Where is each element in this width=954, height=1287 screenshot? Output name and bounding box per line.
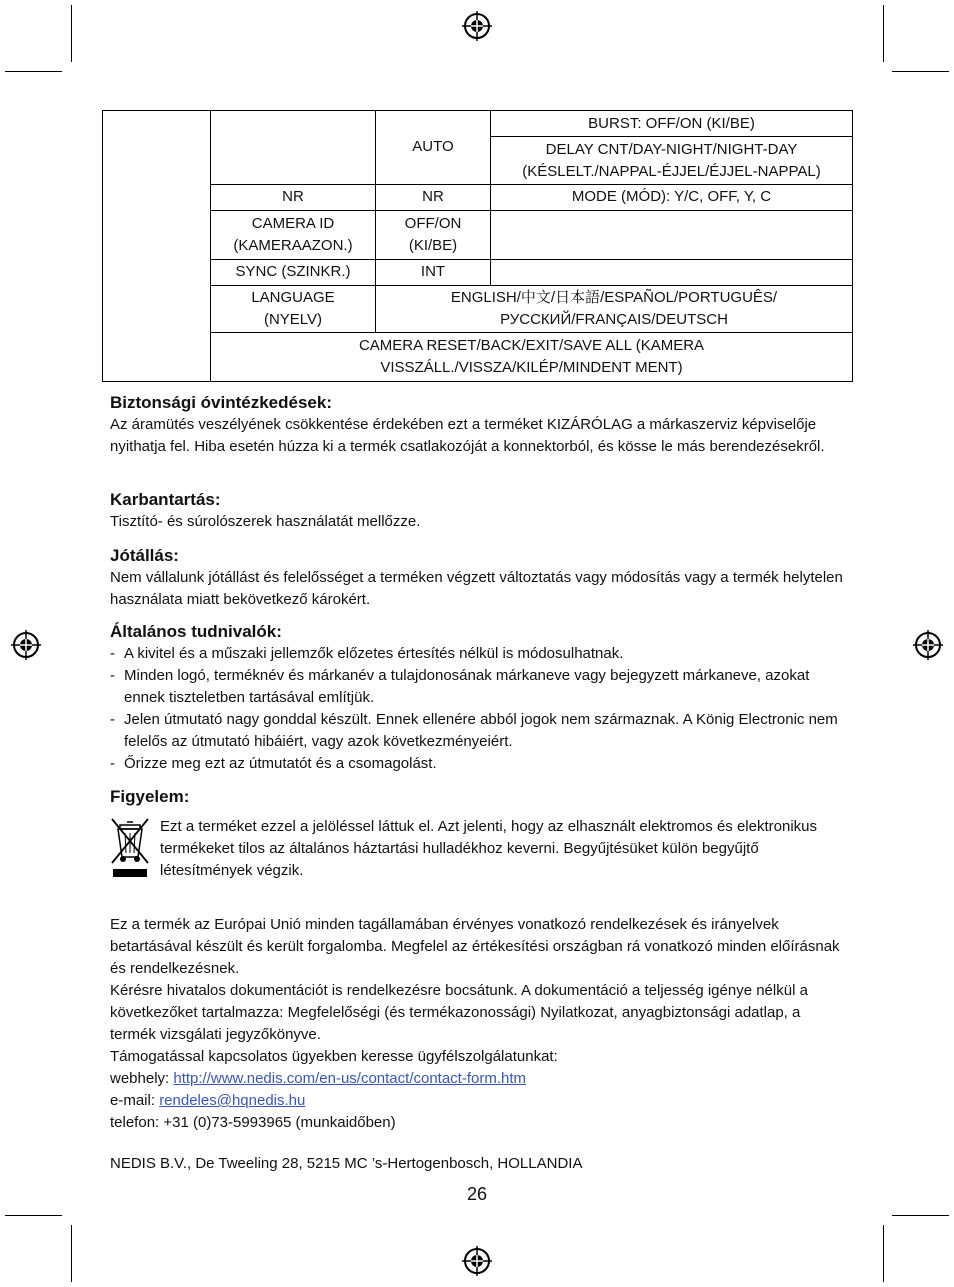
camera-id-line1: CAMERA ID bbox=[251, 214, 335, 232]
language-line2: (NYELV) bbox=[263, 311, 323, 329]
languages-line2: РУССКИЙ/FRANÇAIS/DEUTSCH bbox=[500, 311, 728, 329]
address-block bbox=[110, 1153, 850, 1175]
phone-line: telefon: +31 (0)73-5993965 (munkaidőben) bbox=[110, 1114, 396, 1131]
email-label: e-mail: bbox=[110, 1092, 160, 1109]
maintenance-heading: Karbantartás: bbox=[110, 490, 221, 509]
list-item: - Minden logó, terméknév és márkanév a tulajdonosának márkaneve vagy bejegyzett márkaneve, azokat ennek tiszteletben tartásával említjük. bbox=[110, 665, 850, 709]
attention-text-block bbox=[160, 816, 850, 882]
languages-line1: ENGLISH/中文/日本語/ESPAÑOL/PORTUGUÊS/ bbox=[450, 289, 778, 307]
compliance-paragraph-2: Kérésre hivatalos dokumentációt is rendelkezésre bocsátunk. A dokumentáció a teljesség igénye nélkül a következőket tartalmazza: Megfelelőségi (és termékazonossági) Nyilatkozat, anyagbiztonsági adatlap, a termék vizsgálati jegyzőkönyve. bbox=[110, 982, 808, 1043]
attention-text: Ezt a terméket ezzel a jelöléssel láttuk el. Azt jelenti, hogy az elhasznált elektromos és elektronikus termékeket tilos az általános háztartási hulladékhoz keverni. Begyűjtésüket külön begyűjtő létesítmények végzik. bbox=[160, 818, 817, 879]
burst-cell: BURST: OFF/ON (KI/BE) bbox=[491, 111, 853, 137]
warranty-heading: Jótállás: bbox=[110, 546, 179, 565]
crop-mark bbox=[71, 5, 72, 62]
maintenance-text: Tisztító- és súrolószerek használatát mellőzze. bbox=[110, 513, 421, 530]
delay-line2: (KÉSLELT./NAPPAL-ÉJJEL/ÉJJEL-NAPPAL) bbox=[522, 162, 821, 180]
nr-value-cell: NR bbox=[376, 184, 491, 210]
delay-line1: DELAY CNT/DAY-NIGHT/NIGHT-DAY bbox=[545, 140, 798, 158]
empty-menu-cell bbox=[103, 111, 211, 382]
offon-cell bbox=[376, 211, 491, 260]
camera-id-line2: (KAMERAAZON.) bbox=[233, 236, 353, 254]
registration-mark-icon bbox=[462, 11, 492, 41]
offon-line1: OFF/ON bbox=[404, 214, 462, 232]
crop-mark bbox=[883, 1225, 884, 1282]
compliance-paragraph-1: Ez a termék az Európai Unió minden tagállamában érvényes vonatkozó rendelkezések és irányelvek betartásával készült és került forgalomba. Megfelel az értékesítési országban rá vonatkozó minden előírásnak és rendelkezésnek. bbox=[110, 916, 840, 977]
website-label: webhely: bbox=[110, 1070, 174, 1087]
mode-cell: MODE (MÓD): Y/C, OFF, Y, C bbox=[491, 184, 853, 210]
crossed-out-wheelie-bin-icon bbox=[110, 817, 150, 879]
general-list bbox=[110, 643, 850, 775]
crop-mark bbox=[892, 1215, 949, 1216]
reset-line1: CAMERA RESET/BACK/EXIT/SAVE ALL (KAMERA bbox=[358, 337, 705, 355]
website-link[interactable]: http://www.nedis.com/en-us/contact/contact-form.htm bbox=[173, 1070, 527, 1087]
page-number: 26 bbox=[466, 1184, 488, 1204]
list-item: - Jelen útmutató nagy gonddal készült. Ennek ellenére abból jogok nem származnak. A König Electronic nem felelős az útmutató hibáiért, vagy azok következményeiért. bbox=[110, 709, 850, 753]
offon-line2: (KI/BE) bbox=[408, 236, 458, 254]
compliance-section bbox=[110, 914, 850, 1134]
general-section bbox=[110, 621, 850, 775]
languages-cell bbox=[376, 285, 853, 333]
empty-cell bbox=[491, 211, 853, 260]
email-link[interactable]: rendeles@hqnedis.hu bbox=[159, 1092, 306, 1109]
int-cell: INT bbox=[376, 259, 491, 285]
website-line bbox=[110, 1068, 850, 1090]
crop-mark bbox=[71, 1225, 72, 1282]
registration-mark-icon bbox=[913, 630, 943, 660]
support-text: Támogatással kapcsolatos ügyekben keresse ügyfélszolgálatunkat: bbox=[110, 1048, 558, 1065]
language-line1: LANGUAGE bbox=[251, 289, 335, 307]
settings-table bbox=[102, 110, 853, 382]
crop-mark bbox=[5, 71, 62, 72]
sync-cell: SYNC (SZINKR.) bbox=[211, 259, 376, 285]
crop-mark bbox=[892, 71, 949, 72]
reset-line2: VISSZÁLL./VISSZA/KILÉP/MINDENT MENT) bbox=[380, 359, 683, 377]
attention-heading: Figyelem: bbox=[110, 787, 190, 806]
warranty-text: Nem vállalunk jótállást és felelősséget a terméken végzett változtatás vagy módosítás vagy a termék helytelen használata miatt bekövetkező károkért. bbox=[110, 569, 843, 608]
list-item: - Őrizze meg ezt az útmutatót és a csomagolást. bbox=[110, 753, 850, 775]
maintenance-section bbox=[110, 489, 850, 533]
registration-mark-icon bbox=[462, 1246, 492, 1276]
list-item: - A kivitel és a műszaki jellemzők előzetes értesítés nélkül is módosulhatnak. bbox=[110, 643, 850, 665]
crop-mark bbox=[5, 1215, 62, 1216]
email-line bbox=[110, 1090, 850, 1112]
general-heading: Általános tudnivalók: bbox=[110, 622, 282, 641]
safety-heading: Biztonsági óvintézkedések: bbox=[110, 393, 333, 412]
camera-reset-cell bbox=[211, 333, 853, 382]
safety-section bbox=[110, 392, 850, 458]
registration-mark-icon bbox=[11, 630, 41, 660]
safety-text: Az áramütés veszélyének csökkentése érdekében ezt a terméket KIZÁRÓLAG a márkaszerviz képviselője nyithatja fel. Hiba esetén húzza ki a termék csatlakozóját a konnektorból, és kösse le más berendezésekről. bbox=[110, 416, 825, 455]
auto-cell: AUTO bbox=[376, 111, 491, 185]
language-cell bbox=[211, 285, 376, 333]
company-address: NEDIS B.V., De Tweeling 28, 5215 MC ’s-Hertogenbosch, HOLLANDIA bbox=[110, 1155, 583, 1172]
empty-submenu-cell bbox=[211, 111, 376, 185]
nr-cell: NR bbox=[211, 184, 376, 210]
empty-cell bbox=[491, 259, 853, 285]
crop-mark bbox=[883, 5, 884, 62]
camera-id-cell bbox=[211, 211, 376, 260]
attention-section bbox=[110, 786, 850, 808]
delay-cell bbox=[491, 137, 853, 185]
warranty-section bbox=[110, 545, 850, 611]
